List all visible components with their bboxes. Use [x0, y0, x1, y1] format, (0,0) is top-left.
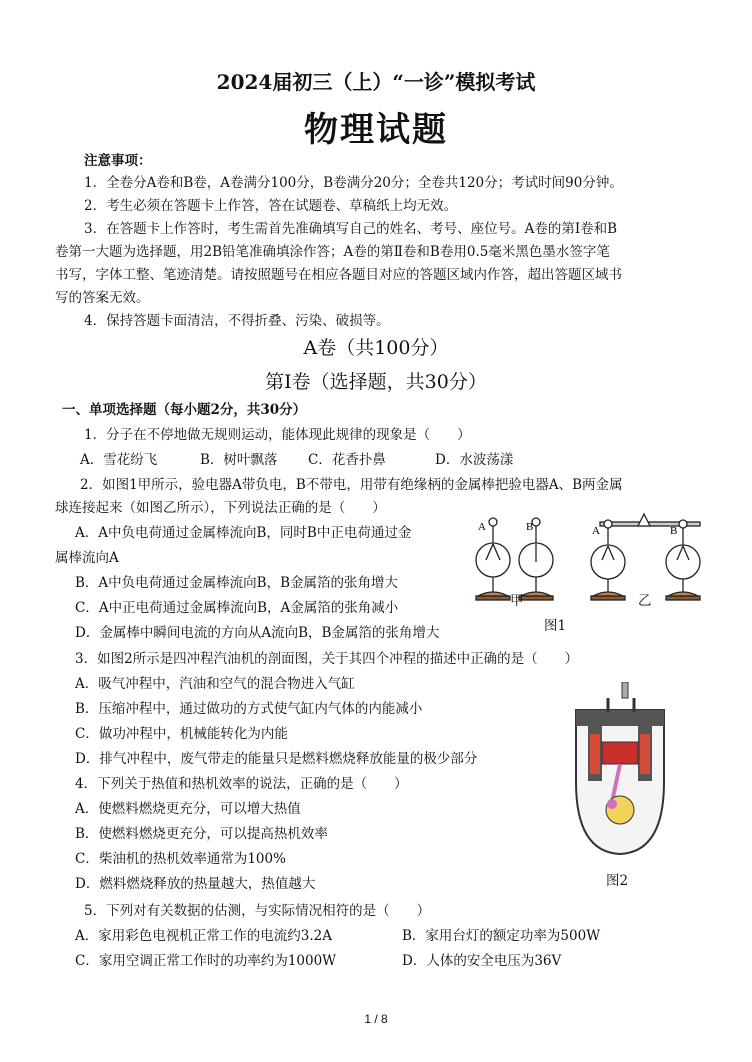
q5-option-c: C．家用空调正常工作时的功率约为1000W	[75, 953, 337, 969]
notice-item: 书写，字体工整、笔迹清楚。请按照题号在相应各题目对应的答题区域内作答，超出答题区域书	[55, 267, 622, 283]
q4-option-c: C．柴油机的热机效率通常为100%	[75, 851, 286, 867]
label-b: B	[670, 525, 678, 537]
notice-item: 1．全卷分A卷和B卷，A卷满分100分，B卷满分20分；全卷共120分；考试时间90分钟。	[84, 175, 623, 191]
q1-option-d: D．水波荡漾	[435, 452, 514, 468]
notice-heading: 注意事项：	[84, 153, 152, 169]
q4-option-a: A．使燃料燃烧更充分，可以增大热值	[75, 801, 301, 817]
q5-option-a: A．家用彩色电视机正常工作的电流约3.2A	[75, 928, 332, 944]
q3-option-a: A．吸气冲程中，汽油和空气的混合物进入气缸	[75, 676, 355, 692]
electroscope-figure	[468, 512, 716, 612]
label-a: A	[478, 521, 486, 533]
question-2-stem: 球连接起来（如图乙所示），下列说法正确的是（ ）	[55, 500, 386, 516]
q1-option-a: A．雪花纷飞	[80, 452, 158, 468]
notice-item: 卷第一大题为选择题，用2B铅笔准确填涂作答；A卷的第Ⅱ卷和B卷用0.5毫米黑色墨水签字笔	[55, 244, 610, 260]
q4-option-d: D．燃料燃烧释放的热量越大，热值越大	[75, 876, 316, 892]
question-4-stem: 4．下列关于热值和热机效率的说法，正确的是（ ）	[75, 776, 408, 792]
q1-option-c: C．花香扑鼻	[308, 452, 386, 468]
page-number: 1 / 8	[364, 1012, 388, 1026]
fig1-sub-yi: 乙	[638, 593, 652, 609]
notice-item: 写的答案无效。	[55, 290, 150, 306]
notice-item: 2．考生必须在答题卡上作答，答在试题卷、草稿纸上均无效。	[84, 198, 458, 214]
question-5-stem: 5．下列对有关数据的估测，与实际情况相符的是（ ）	[84, 903, 431, 919]
q2-option-a: 属棒流向A	[55, 550, 119, 566]
figure-2-label: 图2	[606, 873, 629, 889]
figure-1-label: 图1	[544, 618, 567, 634]
q4-option-b: B．使燃料燃烧更充分，可以提高热机效率	[75, 826, 328, 842]
notice-item: 4．保持答题卡面清洁，不得折叠、污染、破损等。	[84, 313, 390, 329]
part-one-title: 第Ⅰ卷（选择题，共30分）	[265, 371, 487, 393]
q2-option-a: A．A中负电荷通过金属棒流向B，同时B中正电荷通过金	[75, 525, 412, 541]
q3-option-d: D．排气冲程中，废气带走的能量只是燃料燃烧释放能量的极少部分	[75, 751, 478, 767]
q3-option-c: C．做功冲程中，机械能转化为内能	[75, 726, 288, 742]
q2-option-c: C．A中正电荷通过金属棒流向B，A金属箔的张角减小	[75, 600, 399, 616]
q2-option-b: B．A中负电荷通过金属棒流向B，B金属箔的张角增大	[75, 575, 399, 591]
q3-option-b: B．压缩冲程中，通过做功的方式使气缸内气体的内能减小	[75, 701, 423, 717]
q1-option-b: B．树叶飘落	[200, 452, 278, 468]
label-b: B	[526, 521, 534, 533]
question-3-stem: 3．如图2所示是四冲程汽油机的剖面图，关于其四个冲程的描述中正确的是（ ）	[75, 651, 579, 667]
section-heading: 一、单项选择题（每小题2分，共30分）	[62, 402, 307, 418]
q2-option-d: D．金属棒中瞬间电流的方向从A流向B，B金属箔的张角增大	[75, 625, 440, 641]
q5-option-b: B．家用台灯的额定功率为500W	[402, 928, 601, 944]
question-1-stem: 1．分子在不停地做无规则运动，能体现此规律的现象是（ ）	[84, 427, 471, 443]
subject-title: 物理试题	[304, 110, 448, 150]
exam-title: 2024届初三（上）“一诊”模拟考试	[216, 70, 536, 94]
section-a-title: A卷（共100分）	[303, 337, 449, 359]
fig1-sub-jia: 甲	[510, 593, 524, 609]
notice-item: 3．在答题卡上作答时，考生需首先准确填写自己的姓名、考号、座位号。A卷的第Ⅰ卷和B	[84, 221, 618, 237]
label-a: A	[592, 525, 600, 537]
engine-figure	[568, 682, 672, 860]
question-2-stem: 2．如图1甲所示，验电器A带负电，B不带电，用带有绝缘柄的金属棒把验电器A、B两金属	[80, 477, 623, 493]
q5-option-d: D．人体的安全电压为36V	[402, 953, 562, 969]
